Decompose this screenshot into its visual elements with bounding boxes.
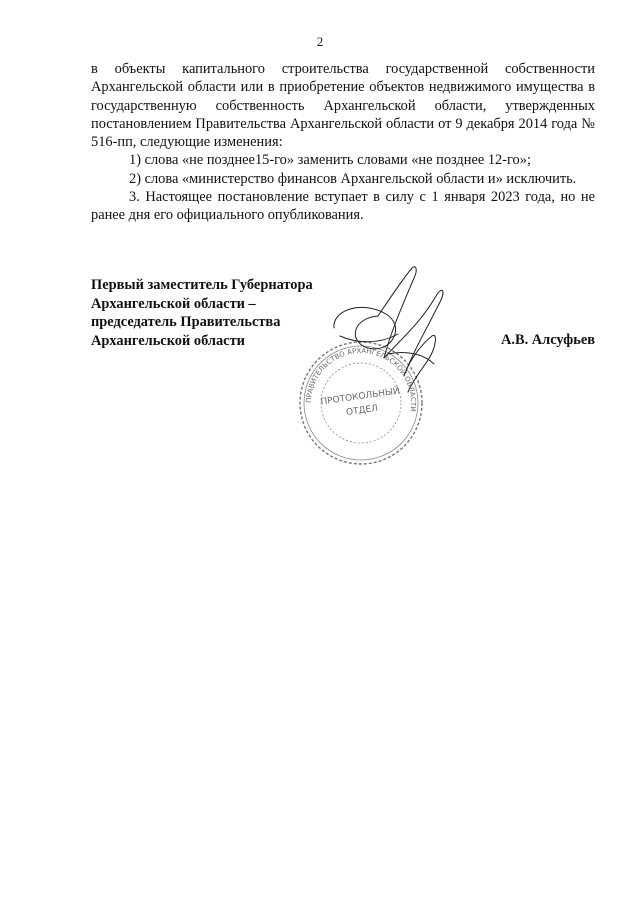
stamp-center-line-2: ОТДЕЛ	[345, 403, 379, 419]
page-number: 2	[316, 34, 324, 49]
stamp-center-line-1: ПРОТОКОЛЬНЫЙ	[319, 386, 401, 408]
paragraph-continuation: в объекты капитального строительства государственной собственности Архангельской области или в приобретение объектов недвижимого имущества в государственную собственность Архангельской области, утвержденных постановлением Правительства Архангельской области от 9 декабря 2014 года № 516-пп, следующие изменения:	[91, 61, 595, 151]
signer-position-line: Архангельской области –	[91, 295, 256, 312]
amendment-item-2: 2) слова «министерство финансов Архангельской области и» исключить.	[129, 170, 577, 187]
signer-name: А.В. Алсуфьев	[500, 332, 595, 348]
stamp-ring-text: ПРАВИТЕЛЬСТВО АРХАНГЕЛЬСКОЙ ОБЛАСТИ	[304, 346, 418, 413]
effective-date-clause: 3. Настоящее постановление вступает в силу с 1 января 2023 года, но не ранее дня его официального опубликования.	[91, 189, 595, 224]
amendment-item-1: 1) слова «не позднее15-го» заменить словами «не позднее 12-го»;	[129, 152, 531, 169]
signer-position-line: председатель Правительства	[91, 314, 281, 330]
signer-position-line: Первый заместитель Губернатора	[91, 277, 313, 293]
handwritten-signature	[328, 258, 453, 398]
signer-position-line: Архангельской области	[91, 332, 245, 349]
signer-position	[91, 276, 313, 350]
document-body	[91, 60, 595, 225]
